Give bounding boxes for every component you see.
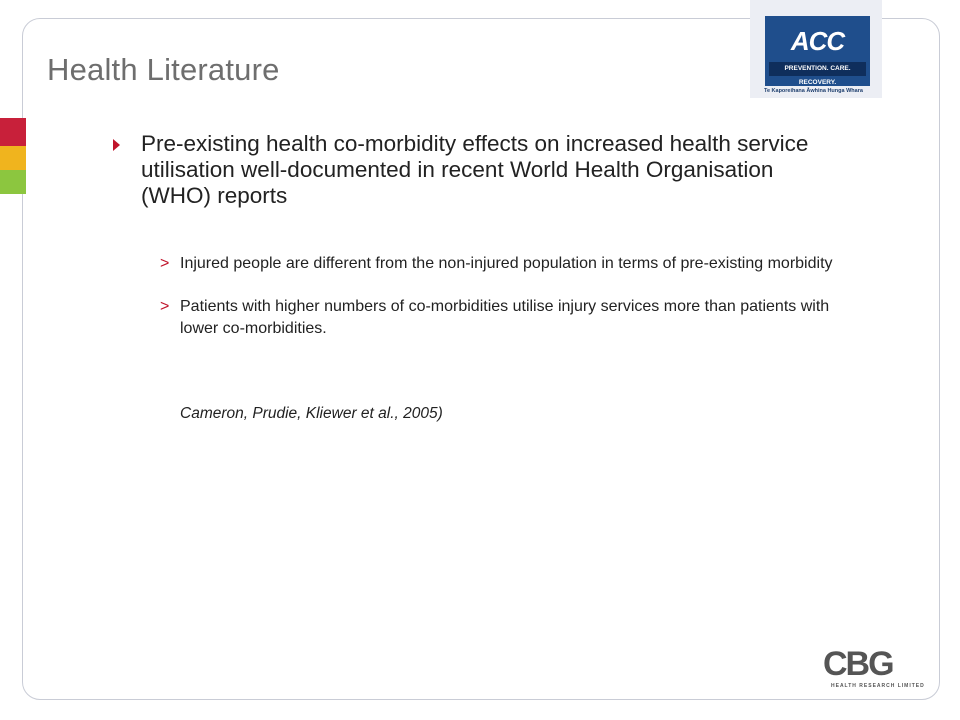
cbg-wordmark: CBG (823, 645, 893, 683)
sub-bullet-marker: > (160, 255, 170, 272)
acc-logo-badge (765, 16, 870, 86)
sub-bullet-list (160, 253, 840, 361)
cbg-subtitle: HEALTH RESEARCH LIMITED (831, 683, 925, 689)
main-bullet-text: Pre-existing health co-morbidity effects on increased health service utilisation well-documented in recent World Health Organisation (WHO) reports (141, 131, 809, 208)
sub-bullet-item (160, 296, 840, 340)
sub-bullet-text: Injured people are different from the non-injured population in terms of pre-existing morbidity (180, 255, 833, 272)
sub-bullet-marker: > (160, 298, 170, 315)
sub-bullet-item (160, 253, 840, 275)
sub-bullet-text: Patients with higher numbers of co-morbidities utilise injury services more than patients with lower co-morbidities. (180, 298, 830, 337)
acc-wordmark: ACC (790, 26, 845, 56)
acc-tagline: PREVENTION. CARE. RECOVERY. (769, 62, 866, 76)
accent-bar-yellow (0, 146, 26, 170)
acc-subtitle: Te Kaporeihana Āwhina Hunga Whara (764, 88, 863, 94)
cbg-logo (815, 645, 925, 690)
bullet-arrow-icon (113, 139, 120, 151)
citation: Cameron, Prudie, Kliewer et al., 2005) (180, 405, 443, 422)
main-bullet (113, 131, 843, 209)
acc-logo (750, 0, 882, 98)
accent-bar-red (0, 118, 26, 146)
accent-bar-green (0, 170, 26, 194)
page-title: Health Literature (47, 52, 280, 87)
